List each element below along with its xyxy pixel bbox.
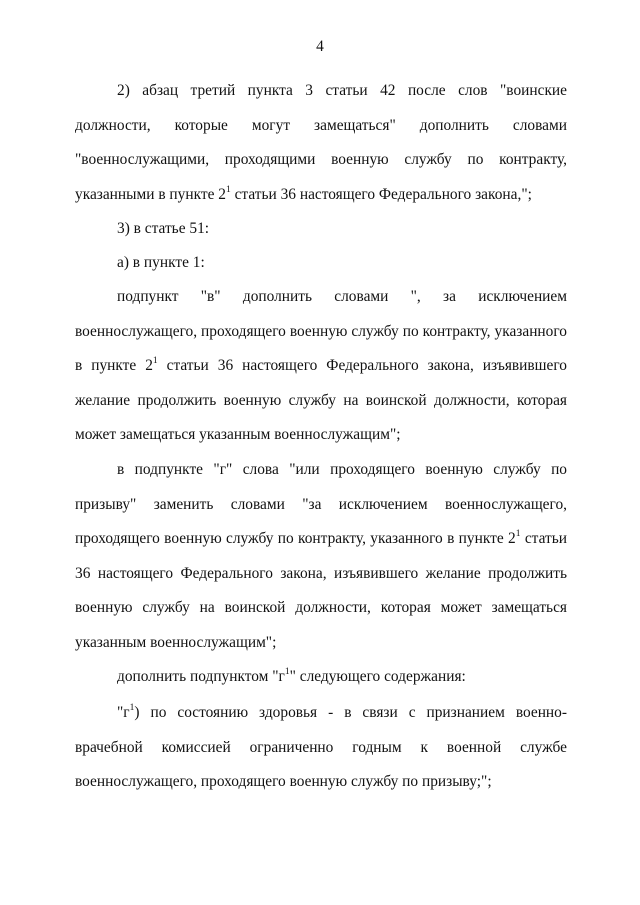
paragraph-subitem-g1-text xyxy=(75,696,567,800)
paragraph-text: в подпункте "г" слова "или проходящего военную службу по призыву" заменить словами "за исключением военнослужащего, проходящего военную службу по контракту, указанного в пункте 2 xyxy=(75,461,567,547)
paragraph-text: подпункт "в" дополнить словами ", за исключением военнослужащего, проходящего военную службу по контракту, указанного в пункте 2 xyxy=(75,288,567,374)
page-number: 4 xyxy=(316,38,324,55)
paragraph-amendment-3 xyxy=(75,212,567,247)
paragraph-text: а) в пункте 1: xyxy=(117,254,205,271)
paragraph-text-tail: ) по состоянию здоровья - в связи с признанием военно-врачебной комиссией ограниченно годным к военной службе военнослужащего, проходящего военную службу по призыву;"; xyxy=(75,704,567,790)
paragraph-subitem-g xyxy=(75,453,567,660)
superscript: 1 xyxy=(129,703,135,713)
paragraph-text-tail: статьи 36 настоящего Федерального закона,"; xyxy=(230,185,532,203)
paragraph-text: 3) в статье 51: xyxy=(117,220,210,237)
superscript: 1 xyxy=(515,529,521,539)
paragraph-text-tail: " следующего содержания: xyxy=(289,668,466,685)
superscript: 1 xyxy=(284,667,290,677)
superscript: 1 xyxy=(152,356,158,366)
paragraph-item-a xyxy=(75,246,567,281)
paragraph-text: "г xyxy=(117,704,130,721)
paragraph-add-subitem xyxy=(75,660,567,695)
paragraph-text-tail: статьи 36 настоящего Федерального закона, изъявившего желание продолжить военную службу на воинской должности, которая может замещаться указанным военнослужащим"; xyxy=(75,530,567,651)
paragraph-text: 2) абзац третий пункта 3 статьи 42 после слов "воинские должности, которые могут замещаться" дополнить словами "военнослужащими, проходящими военную службу по контракту, указанными в пункте 2 xyxy=(75,82,567,203)
paragraph-text: дополнить подпунктом "г xyxy=(117,668,285,685)
superscript: 1 xyxy=(225,184,231,195)
paragraph-text-tail: статьи 36 настоящего Федерального закона, изъявившего желание продолжить военную службу на воинской должности, которая может замещаться указанным военнослужащим"; xyxy=(75,357,567,443)
paragraph-amendment-2 xyxy=(75,74,567,212)
paragraph-subitem-v xyxy=(75,280,567,453)
